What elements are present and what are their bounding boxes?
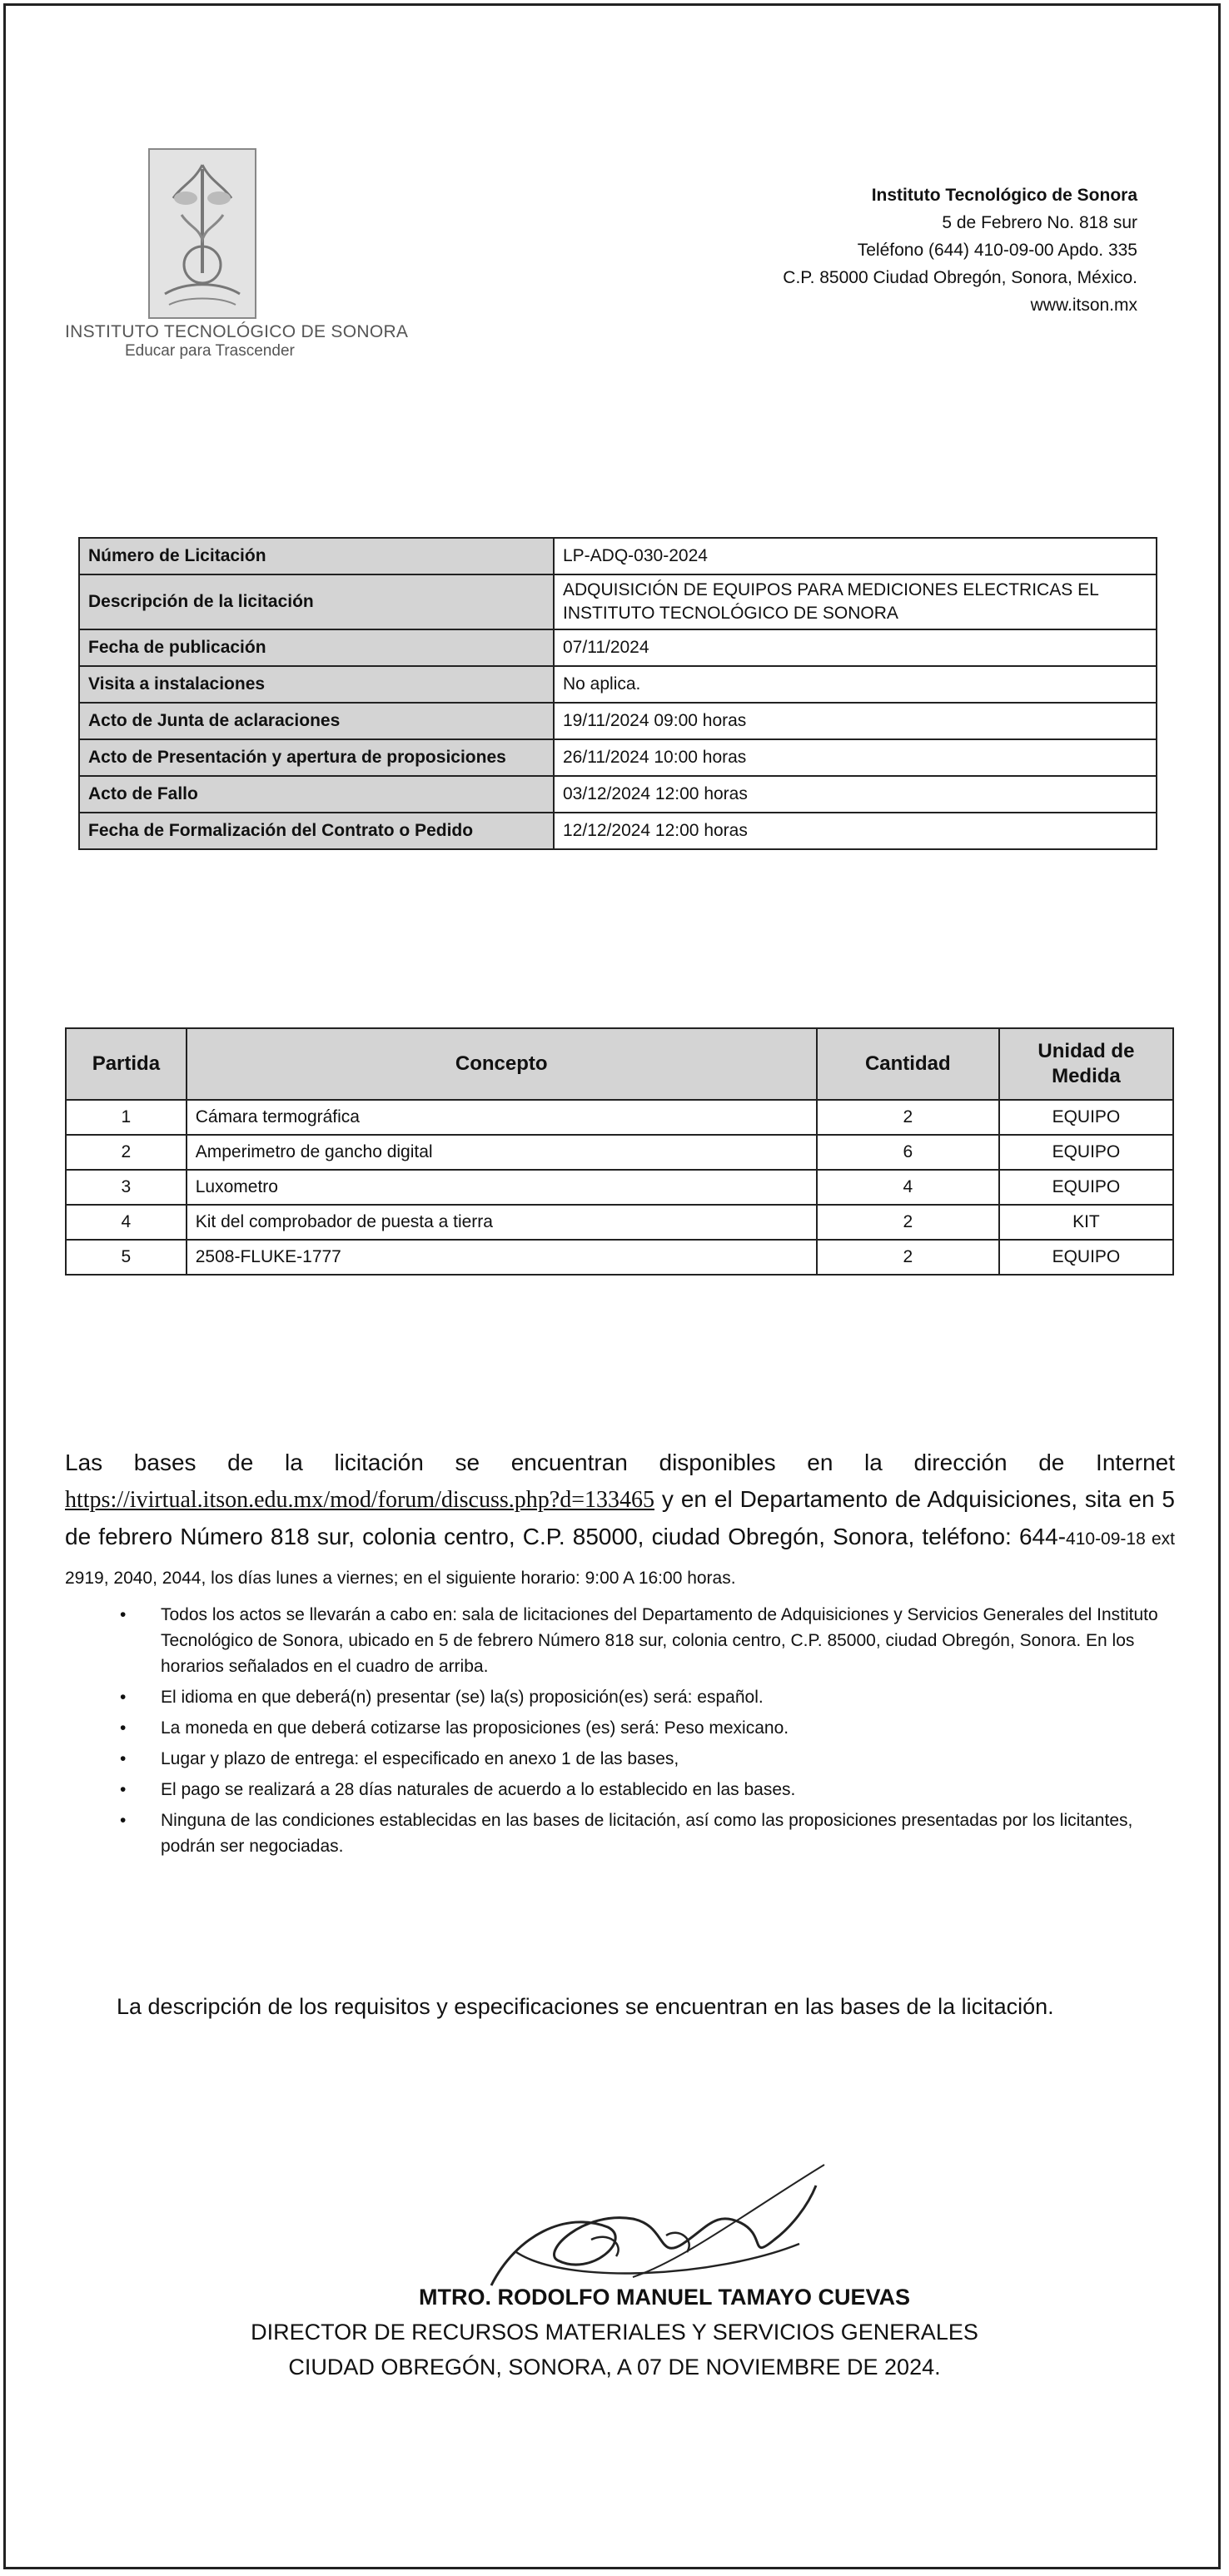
info-label: Acto de Fallo	[79, 776, 554, 813]
info-label: Fecha de Formalización del Contrato o Pedido	[79, 813, 554, 849]
itson-seal-icon	[148, 148, 256, 319]
signature-text	[0, 2280, 1229, 2385]
table-row	[66, 1205, 1173, 1240]
signer-name: MTRO. RODOLFO MANUEL TAMAYO CUEVAS	[418, 2285, 910, 2310]
info-label: Fecha de publicación	[79, 629, 554, 666]
address-web: www.itson.mx	[1030, 296, 1137, 315]
handwritten-signature-icon	[466, 2161, 833, 2298]
cell-partida: 3	[66, 1170, 187, 1205]
list-item	[120, 1777, 1175, 1803]
info-value: LP-ADQ-030-2024	[554, 538, 1157, 574]
list-item-text: Todos los actos se llevarán a cabo en: sala de licitaciones del Departamento de Adquisiciones y Servicios Generales del Instituto Tecnológico de Sonora, ubicado en 5 de febrero Número 818 sur, colonia centro, C.P. 85000, ciudad Obregón, Sonora. En los horarios señalados en el cuadro de arriba.	[161, 1605, 1158, 1676]
info-value: 03/12/2024 12:00 horas	[554, 776, 1157, 813]
bullet-icon: •	[120, 1749, 127, 1768]
table-row	[66, 1135, 1173, 1170]
bases-paragraph	[65, 1445, 1175, 1597]
bases-url-link[interactable]: https://ivirtual.itson.edu.mx/mod/forum/discuss.php?d=133465	[65, 1487, 654, 1513]
bases-schedule-text: 410-09-18 ext 2919, 2040, 2044, los días lunes a viernes; en el siguiente horario: 9:00 A 16:00 horas.	[65, 1529, 1176, 1588]
address-phone: Teléfono (644) 410-09-00 Apdo. 335	[857, 241, 1137, 260]
info-value: ADQUISICIÓN DE EQUIPOS PARA MEDICIONES ELECTRICAS EL INSTITUTO TECNOLÓGICO DE SONORA	[554, 574, 1157, 629]
cell-partida: 2	[66, 1135, 187, 1170]
header-concepto: Concepto	[187, 1028, 817, 1100]
cell-concepto: Luxometro	[187, 1170, 817, 1205]
table-header-row	[66, 1028, 1173, 1100]
info-label: Visita a instalaciones	[79, 666, 554, 703]
signer-title: DIRECTOR DE RECURSOS MATERIALES Y SERVICIOS GENERALES	[251, 2320, 978, 2345]
address-street: 5 de Febrero No. 818 sur	[942, 213, 1137, 232]
header-cantidad: Cantidad	[817, 1028, 999, 1100]
place-date: CIUDAD OBREGÓN, SONORA, A 07 DE NOVIEMBRE DE 2024.	[288, 2355, 941, 2380]
list-item-text: Lugar y plazo de entrega: el especificado en anexo 1 de las bases,	[161, 1749, 679, 1768]
logo-slogan: Educar para Trascender	[125, 342, 295, 360]
list-item-text: El pago se realizará a 28 días naturales de acuerdo a lo establecido en las bases.	[161, 1780, 796, 1799]
conditions-list	[65, 1602, 1175, 1859]
cell-concepto: Cámara termográfica	[187, 1100, 817, 1135]
logo-institution-name: INSTITUTO TECNOLÓGICO DE SONORA	[65, 322, 409, 341]
table-row	[79, 538, 1157, 574]
bullet-icon: •	[120, 1811, 127, 1830]
address-city: C.P. 85000 Ciudad Obregón, Sonora, México.	[783, 268, 1137, 287]
list-item	[120, 1715, 1175, 1741]
bases-section	[65, 1445, 1175, 1864]
cell-cantidad: 2	[817, 1100, 999, 1135]
bases-address-text: y en el Departamento de Adquisiciones, sita en 5 de febrero Número 818 sur, colonia centro, C.P. 85000, ciudad Obregón, Sonora, teléfono: 644-	[65, 1486, 1176, 1549]
info-label: Acto de Junta de aclaraciones	[79, 703, 554, 739]
list-item	[120, 1808, 1175, 1859]
cell-partida: 5	[66, 1240, 187, 1275]
cell-cantidad: 4	[817, 1170, 999, 1205]
table-row	[79, 629, 1157, 666]
list-item-text: Ninguna de las condiciones establecidas en las bases de licitación, así como las proposiciones presentadas por los licitantes, podrán ser negociadas.	[161, 1811, 1133, 1856]
institution-logo	[65, 148, 409, 361]
table-row	[79, 666, 1157, 703]
header-partida: Partida	[66, 1028, 187, 1100]
info-value: 19/11/2024 09:00 horas	[554, 703, 1157, 739]
header-unidad: Unidad de Medida	[999, 1028, 1173, 1100]
cell-cantidad: 6	[817, 1135, 999, 1170]
info-label: Acto de Presentación y apertura de proposiciones	[79, 739, 554, 776]
list-item-text: El idioma en que deberá(n) presentar (se) la(s) proposición(es) será: español.	[161, 1688, 764, 1707]
info-value: 07/11/2024	[554, 629, 1157, 666]
info-value: 26/11/2024 10:00 horas	[554, 739, 1157, 776]
table-row	[79, 703, 1157, 739]
info-label: Número de Licitación	[79, 538, 554, 574]
table-row	[79, 776, 1157, 813]
info-value: No aplica.	[554, 666, 1157, 703]
table-row	[79, 739, 1157, 776]
items-table	[65, 1027, 1174, 1276]
bullet-icon: •	[120, 1688, 127, 1707]
info-value: 12/12/2024 12:00 horas	[554, 813, 1157, 849]
info-label: Descripción de la licitación	[79, 574, 554, 629]
requisitos-note: La descripción de los requisitos y especificaciones se encuentran en las bases de la licitación.	[117, 1994, 1054, 2019]
cell-partida: 4	[66, 1205, 187, 1240]
bases-intro-text: Las bases de la licitación se encuentran disponibles en la dirección de Internet	[65, 1450, 1175, 1475]
table-row	[79, 574, 1157, 629]
cell-unidad: EQUIPO	[999, 1100, 1173, 1135]
cell-unidad: EQUIPO	[999, 1240, 1173, 1275]
address-block	[783, 182, 1137, 319]
table-row	[66, 1240, 1173, 1275]
bullet-icon: •	[120, 1605, 127, 1624]
table-row	[66, 1100, 1173, 1135]
list-item-text: La moneda en que deberá cotizarse las proposiciones (es) será: Peso mexicano.	[161, 1718, 789, 1738]
cell-concepto: 2508-FLUKE-1777	[187, 1240, 817, 1275]
cell-unidad: KIT	[999, 1205, 1173, 1240]
list-item	[120, 1746, 1175, 1772]
bullet-icon: •	[120, 1780, 127, 1799]
table-row	[79, 813, 1157, 849]
list-item	[120, 1602, 1175, 1679]
cell-concepto: Amperimetro de gancho digital	[187, 1135, 817, 1170]
cell-partida: 1	[66, 1100, 187, 1135]
bullet-icon: •	[120, 1718, 127, 1738]
table-row	[66, 1170, 1173, 1205]
licitacion-info-table	[78, 537, 1157, 850]
cell-cantidad: 2	[817, 1205, 999, 1240]
cell-unidad: EQUIPO	[999, 1170, 1173, 1205]
address-institution: Instituto Tecnológico de Sonora	[871, 186, 1137, 205]
cell-cantidad: 2	[817, 1240, 999, 1275]
cell-unidad: EQUIPO	[999, 1135, 1173, 1170]
cell-concepto: Kit del comprobador de puesta a tierra	[187, 1205, 817, 1240]
list-item	[120, 1684, 1175, 1710]
